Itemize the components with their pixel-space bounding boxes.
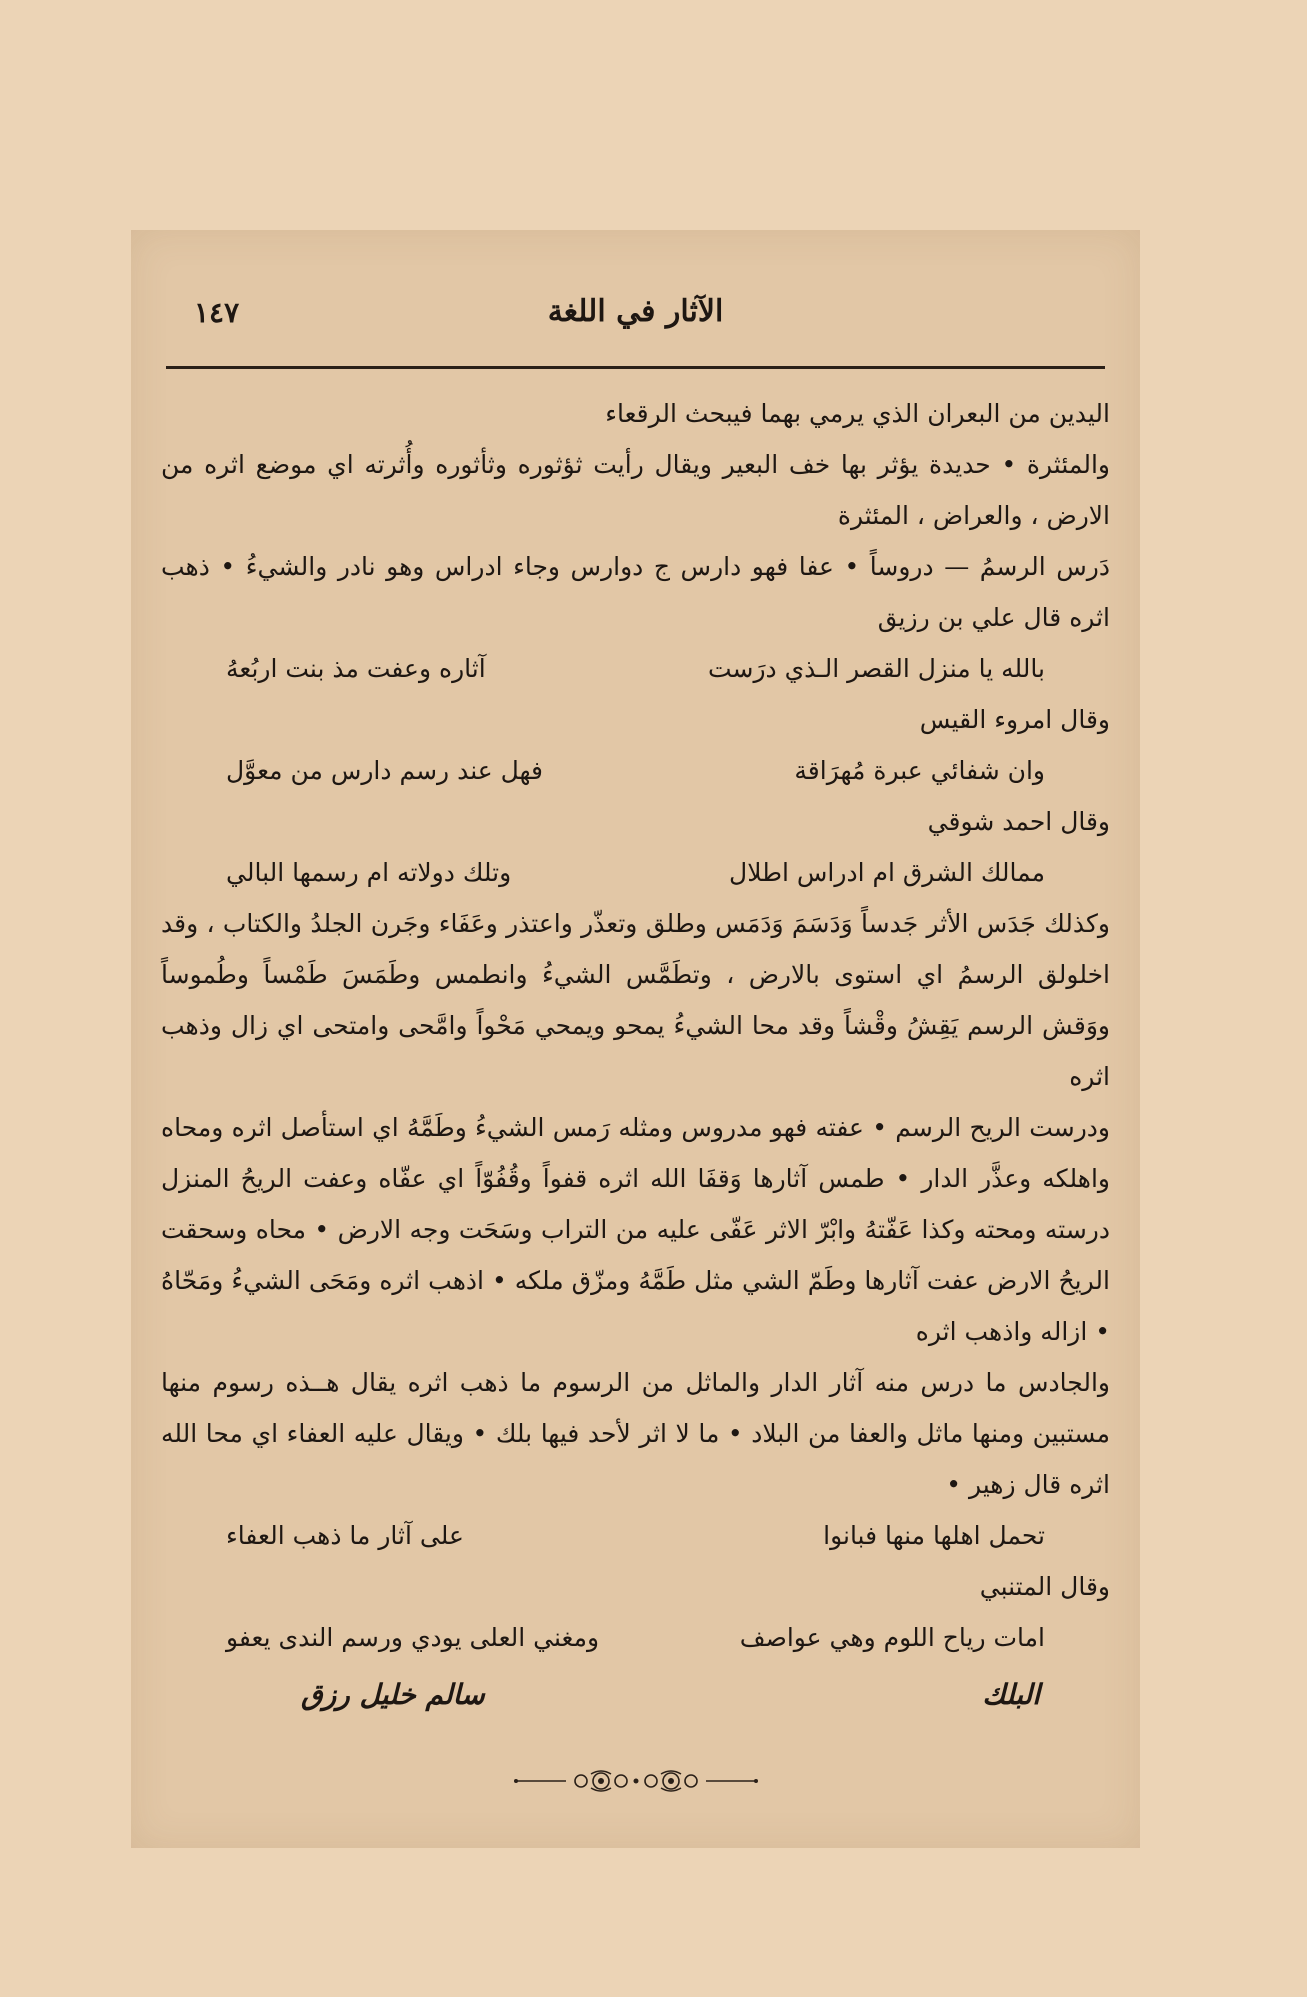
page-number: ١٤٧ <box>194 296 240 329</box>
signature-line <box>161 1669 1110 1729</box>
header-rule <box>166 366 1105 369</box>
ornament-divider <box>131 1766 1140 1796</box>
poem-verse <box>161 643 1110 694</box>
paragraph: اليدين من البعران الذي يرمي بهما فيبحث الرقعاء <box>605 399 1110 428</box>
verse-second-hemistich: فهل عند رسم دارس من معوَّل <box>226 756 544 785</box>
verse-first-hemistich: ممالك الشرق ام ادراس اطلال <box>729 858 1045 887</box>
page-header <box>166 294 1105 334</box>
poem-verse <box>161 745 1110 796</box>
paragraph: وكذلك جَدَس الأثر جَدساً وَدَسَمَ وَدَمَس وطلق وتعذّر واعتذر وعَفَاء وجَرن الجلدُ والكتاب ، وقد اخلولق الرسمُ اي استوى بالارض ، وتطَمَّس الشيءُ وانطمس وطَمَسَ طَمْساً وطُموساً ووَقش الرسم يَقِشُ وقْشاً وقد محا الشيءُ يمحو ويمحي مَحْواً وامَّحى وامتحى اي زال وذهب اثره <box>161 909 1110 1091</box>
poem-verse <box>161 847 1110 898</box>
paragraph: ودرست الريح الرسم • عفته فهو مدروس ومثله رَمس الشيءُ وطَمَّهُ اي استأصل اثره ومحاه واهلكه وعذَّر الدار • طمس آثارها وَقفَا الله اثره قفواً وقُفُوّاً اي عفّاه وعفت الريحُ المنزل درسته ومحته وكذا عَفّتهُ وابْرّ الاثر عَفّى عليه من التراب وسَحَت وجه الارض • محاه وسحقت الريحُ الارض عفت آثارها وطَمّ الشي مثل طَمَّهُ ومزّق ملكه • اذهب اثره ومَحَى الشيءُ ومَحّاهُ • ازاله واذهب اثره <box>161 1113 1110 1346</box>
verse-attribution: وقال المتنبي <box>979 1572 1110 1601</box>
running-title: الآثار في اللغة <box>547 294 724 329</box>
poem-verse <box>161 1510 1110 1561</box>
verse-second-hemistich: وتلك دولاته ام رسمها البالي <box>226 858 512 887</box>
book-page <box>131 230 1140 1848</box>
verse-first-hemistich: امات رياح اللوم وهي عواصف <box>739 1623 1045 1652</box>
page-body <box>161 388 1110 1729</box>
poem-verse <box>161 1612 1110 1663</box>
signature-place: البلك <box>982 1678 1040 1711</box>
verse-first-hemistich: بالله يا منزل القصر الـذي درَست <box>707 654 1045 683</box>
verse-first-hemistich: وان شفائي عبرة مُهرَاقة <box>794 756 1045 785</box>
verse-second-hemistich: آثاره وعفت مذ بنت اربُعهُ <box>226 654 486 683</box>
paragraph: والجادس ما درس منه آثار الدار والماثل من الرسوم ما ذهب اثره يقال هــذه رسوم منها مستبين ومنها ماثل والعفا من البلاد • ما لا اثر لأحد فيها بلك • ويقال عليه العفاء اي محا الله اثره قال زهير • <box>161 1368 1110 1499</box>
paragraph: والمئثرة • حديدة يؤثر بها خف البعير ويقال رأيت ثؤثوره وثأثوره وأُثرته اي موضع اثره من الارض ، والعراض ، المئثرة <box>161 450 1110 530</box>
signature-author: سالم خليل رزق <box>301 1678 485 1711</box>
verse-first-hemistich: تحمل اهلها منها فبانوا <box>823 1521 1045 1550</box>
paragraph: دَرس الرسمُ — دروساً • عفا فهو دارس ج دوارس وجاء ادراس وهو نادر والشيءُ • ذهب اثره قال علي بن رزيق <box>161 552 1110 632</box>
ornament-icon <box>506 1766 766 1796</box>
verse-second-hemistich: على آثار ما ذهب العفاء <box>226 1521 464 1550</box>
verse-attribution: وقال امروء القيس <box>919 705 1110 734</box>
verse-second-hemistich: ومغني العلى يودي ورسم الندى يعفو <box>226 1623 600 1652</box>
verse-attribution: وقال احمد شوقي <box>927 807 1110 836</box>
